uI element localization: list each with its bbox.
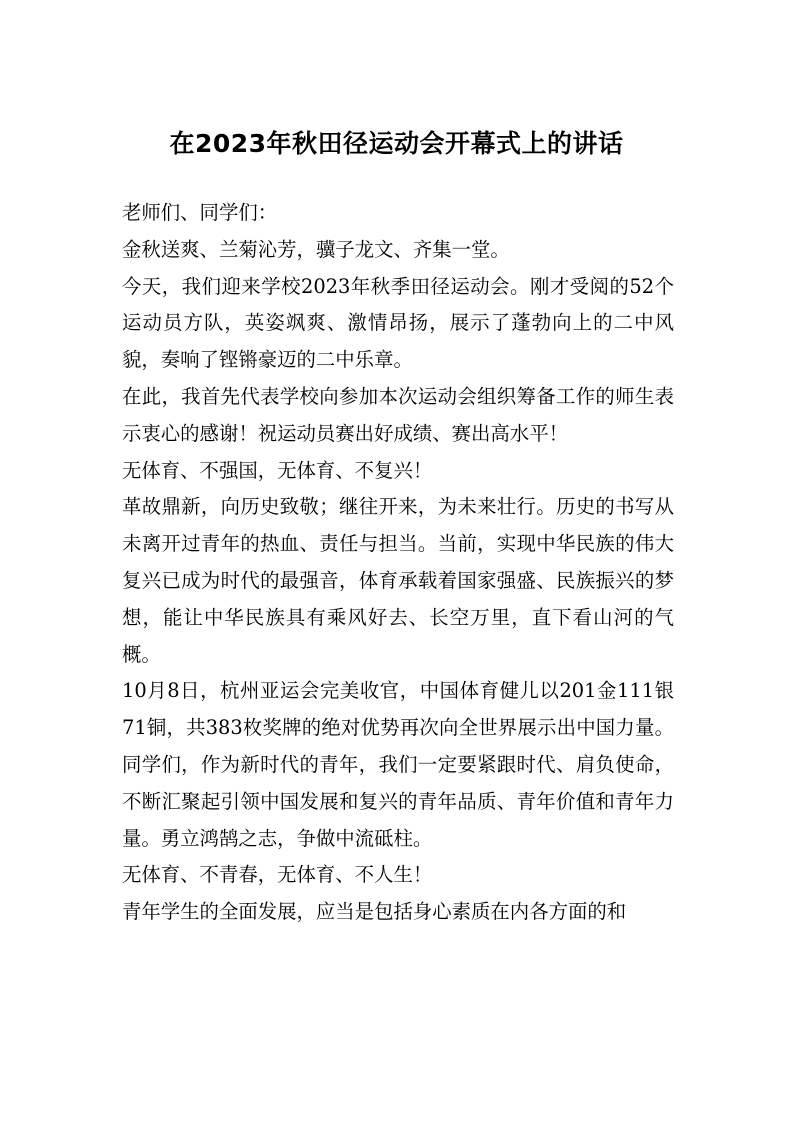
paragraph-development: 青年学生的全面发展，应当是包括身心素质在内各方面的和 <box>122 900 627 924</box>
document-title: 在2023年秋田径运动会开幕式上的讲话 <box>169 129 624 158</box>
paragraph-asian-games: 10月8日，杭州亚运会完美收官，中国体育健儿以201金111银71铜，共383枚奖牌的绝对优势再次向全世界展示出中国力量。同学们，作为新时代的青年，我们一定要紧跟时代、肩负使命，不断汇聚起引领中国发展和复兴的青年品质、青年价值和青年力量。勇立鸿鹄之志，争做中流砥柱。 <box>122 679 674 850</box>
paragraph-opening: 金秋送爽、兰菊沁芳，骥子龙文、齐集一堂。 <box>122 237 510 261</box>
paragraph-thanks: 在此，我首先代表学校向参加本次运动会组织筹备工作的师生表示衷心的感谢！祝运动员赛出好成绩、赛出高水平！ <box>122 384 674 445</box>
document-body <box>122 195 674 931</box>
paragraph-slogan-2: 无体育、不青春，无体育、不人生！ <box>122 863 433 887</box>
paragraph-today: 今天，我们迎来学校2023年秋季田径运动会。刚才受阅的52个运动员方队，英姿飒爽、激情昂扬，展示了蓬勃向上的二中风貌，奏响了铿锵豪迈的二中乐章。 <box>122 274 674 372</box>
paragraph-greeting: 老师们、同学们： <box>122 201 278 224</box>
paragraph-slogan-1: 无体育、不强国，无体育、不复兴！ <box>122 458 433 482</box>
paragraph-history: 革故鼎新，向历史致敬；继往开来，为未来壮行。历史的书写从未离开过青年的热血、责任与担当。当前，实现中华民族的伟大复兴已成为时代的最强音，体育承载着国家强盛、民族振兴的梦想，能让中华民族具有乘风好去、长空万里，直下看山河的气概。 <box>122 495 674 666</box>
